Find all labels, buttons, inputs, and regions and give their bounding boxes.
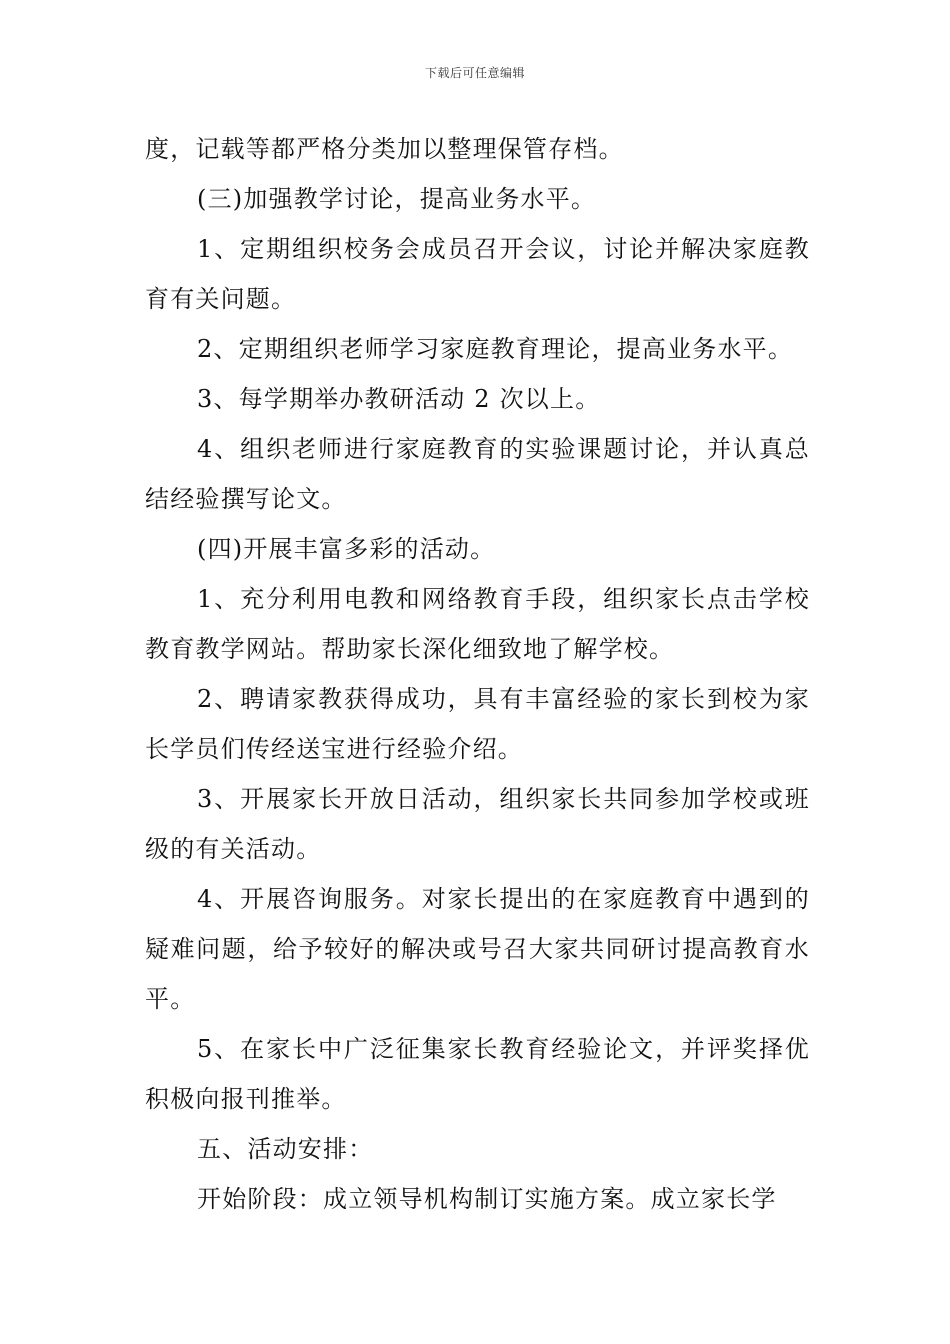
paragraph: 4、开展咨询服务。对家长提出的在家庭教育中遇到的疑难问题，给予较好的解决或号召大家共同研讨提高教育水平。 — [145, 885, 810, 1013]
paragraph: 1、定期组织校务会成员召开会议，讨论并解决家庭教育有关问题。 — [145, 235, 810, 313]
paragraph: 3、开展家长开放日活动，组织家长共同参加学校或班级的有关活动。 — [145, 785, 810, 863]
paragraph: 2、定期组织老师学习家庭教育理论，提高业务水平。 — [197, 335, 794, 363]
paragraph: 2、聘请家教获得成功，具有丰富经验的家长到校为家长学员们传经送宝进行经验介绍。 — [145, 685, 810, 763]
paragraph: 1、充分利用电教和网络教育手段，组织家长点击学校教育教学网站。帮助家长深化细致地了解学校。 — [145, 585, 810, 663]
section-heading: 五、活动安排： — [197, 1135, 374, 1163]
section-heading: (四)开展丰富多彩的活动。 — [197, 535, 496, 563]
document-body — [145, 124, 810, 1224]
paragraph: 5、在家长中广泛征集家长教育经验论文，并评奖择优积极向报刊推举。 — [145, 1035, 810, 1113]
section-heading: (三)加强教学讨论，提高业务水平。 — [197, 185, 597, 213]
page-header-note: 下载后可任意编辑 — [424, 66, 525, 80]
paragraph: 3、每学期举办教研活动 2 次以上。 — [197, 385, 601, 413]
paragraph: 开始阶段：成立领导机构制订实施方案。成立家长学 — [197, 1185, 777, 1213]
paragraph: 4、组织老师进行家庭教育的实验课题讨论，并认真总结经验撰写论文。 — [145, 435, 810, 513]
paragraph: 度，记载等都严格分类加以整理保管存档。 — [145, 135, 624, 163]
